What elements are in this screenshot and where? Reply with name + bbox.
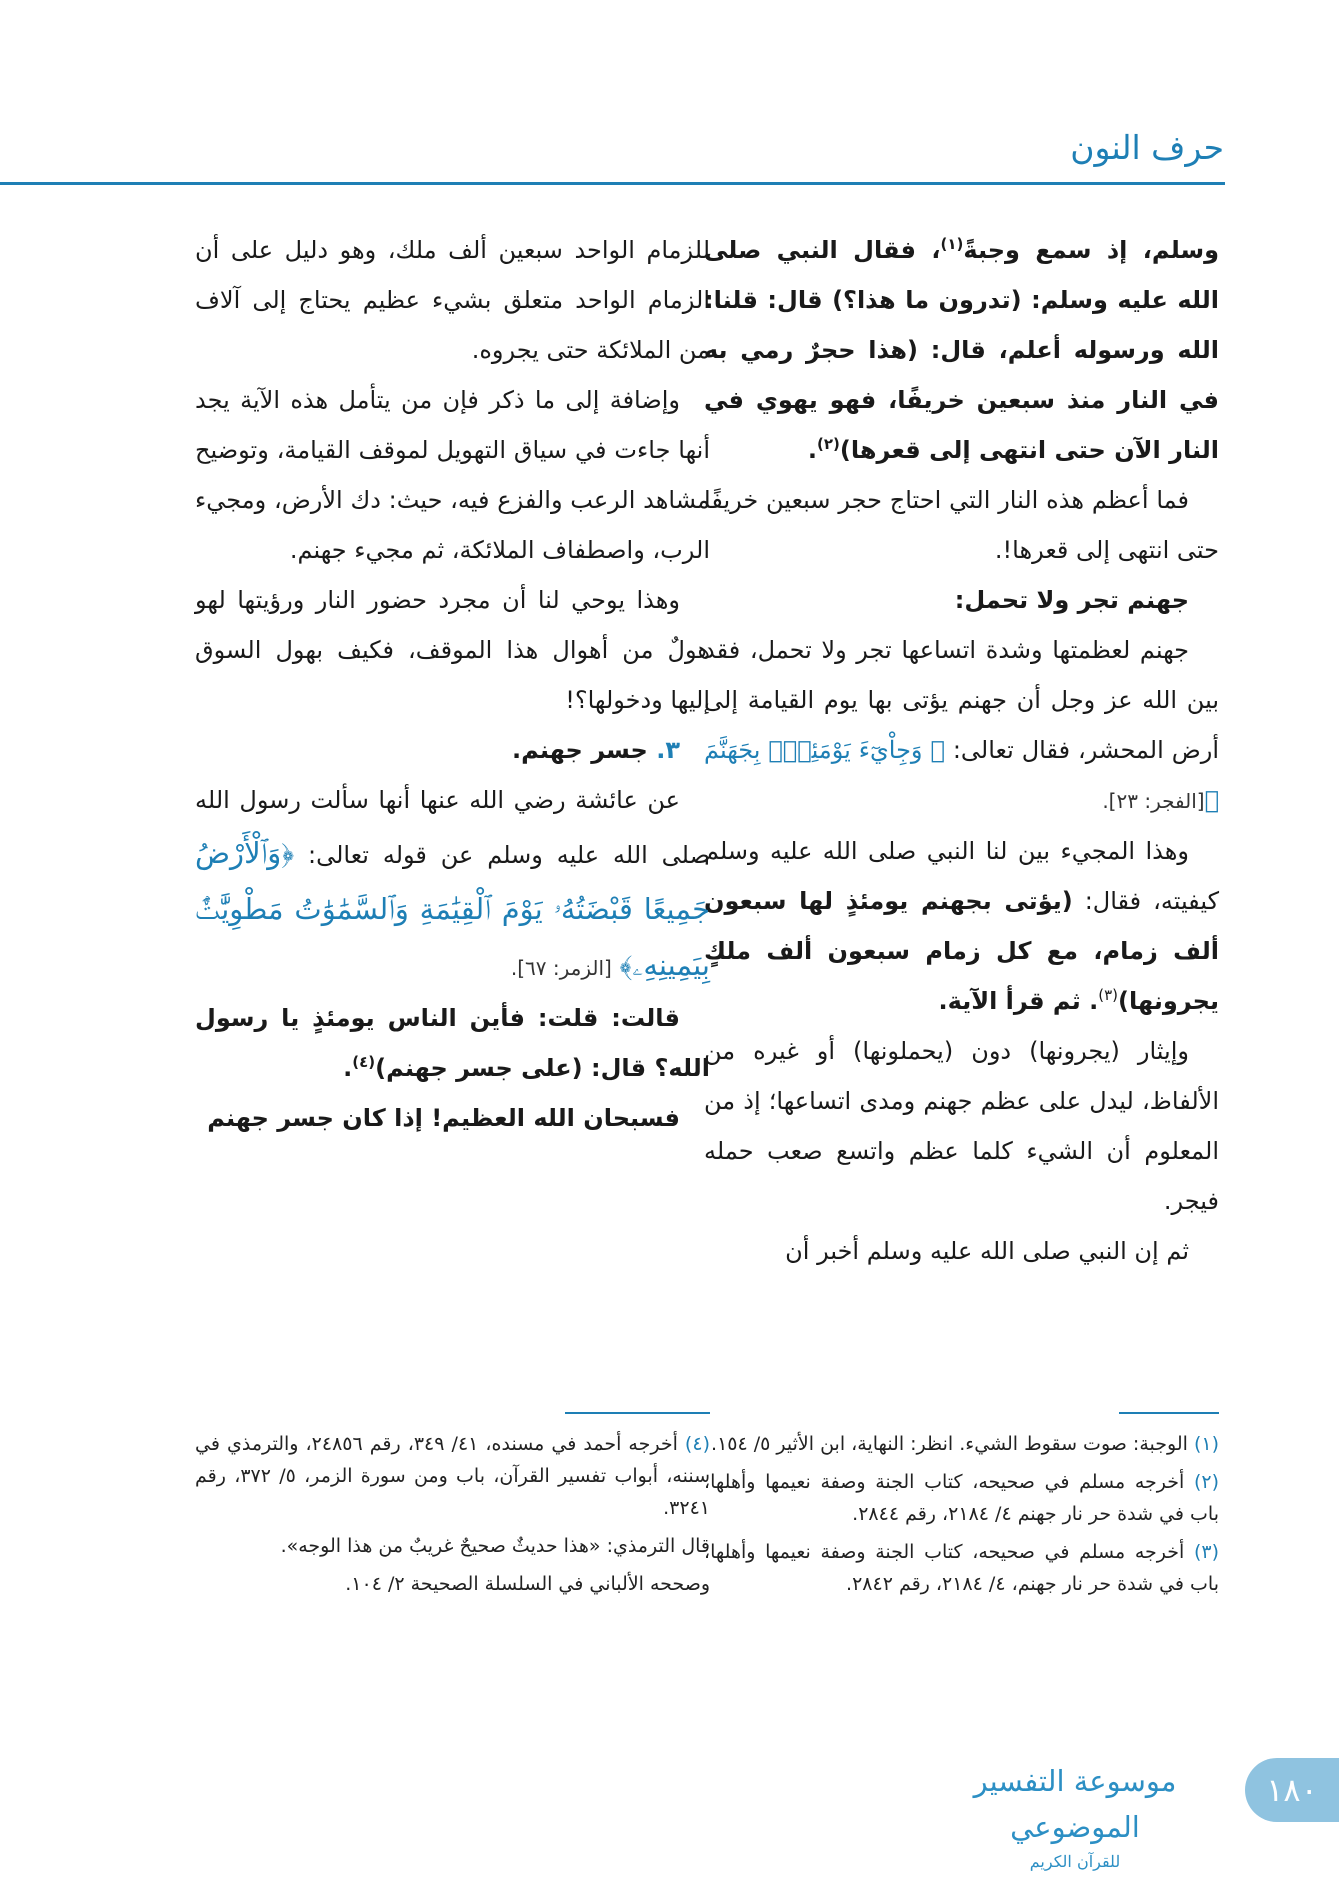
logo-title: موسوعة التفسير الموضوعي — [973, 1764, 1177, 1844]
paragraph: وإيثار (يجرونها) دون (يحملونها) أو غيره من الألفاظ، ليدل على عظم جهنم ومدى اتساعها؛ إذ من المعلوم أن الشيء كلما عظم واتسع صعب حمله فيجر. — [704, 1037, 1219, 1215]
page-number: ١٨٠ — [1245, 1758, 1339, 1822]
paragraph — [704, 625, 1219, 826]
paragraph: للزمام الواحد سبعين ألف ملك، وهو دليل على أن الزمام الواحد متعلق بشيء عظيم يحتاج إلى آلاف من الملائكة حتى يجروه. — [195, 236, 710, 364]
right-column — [704, 225, 1219, 1276]
left-column — [195, 225, 710, 1143]
footnote-text: الوجبة: صوت سقوط الشيء. انظر: النهاية، ابن الأثير ٥/ ١٥٤. — [711, 1433, 1188, 1455]
paragraph: ثم إن النبي صلى الله عليه وسلم أخبر أن — [785, 1237, 1189, 1265]
paragraph — [704, 225, 1219, 475]
footnote-text: وصححه الألباني في السلسلة الصحيحة ٢/ ١٠٤. — [345, 1573, 710, 1595]
footnote-text: أخرجه أحمد في مسنده، ٤١/ ٣٤٩، رقم ٢٤٨٥٦، والترمذي في سننه، أبواب تفسير القرآن، باب ومن سورة الزمر، ٥/ ٣٧٢، رقم ٣٢٤١. — [195, 1433, 711, 1519]
text: قالت: قلت: فأين الناس يومئذٍ يا رسول الله؟ قال: (على جسر جهنم) — [195, 1004, 710, 1082]
text: وهذا المجيء بين لنا النبي صلى الله عليه وسلم كيفيته، فقال: — [704, 837, 1219, 915]
footnote-ref[interactable]: (٣) — [1098, 986, 1118, 1004]
text: . — [807, 436, 818, 464]
footnote — [704, 1536, 1219, 1600]
footnote-number: (٢) — [1193, 1471, 1219, 1493]
paragraph — [704, 826, 1219, 1026]
paragraph — [195, 993, 710, 1093]
footnote-ref[interactable]: (١) — [940, 235, 964, 253]
text: ، فقال النبي صلى الله عليه وسلم: (تدرون ما هذا؟) قال: قلنا: الله ورسوله أعلم، قال: (هذا حجرٌ رمي به في النار منذ سبعين خريفًا، فهو يهوي في النار الآن حتى انتهى إلى قعرها) — [704, 236, 1219, 464]
quran-verse: ﴿ وَجِاْيٓءَ يَوْمَئِذٍۭ بِجَهَنَّمَ ﴾ — [704, 736, 1219, 814]
footnote — [195, 1530, 710, 1562]
text: وسلم، إذ سمع وجبةً — [963, 236, 1220, 264]
text: . ثم قرأ الآية. — [938, 987, 1099, 1015]
logo-subtitle: للقرآن الكريم — [1029, 1852, 1121, 1871]
text: . — [343, 1054, 353, 1082]
footnote — [704, 1466, 1219, 1530]
footnote-ref[interactable]: (٢) — [817, 435, 840, 453]
chapter-title: حرف النون — [1070, 128, 1224, 167]
footnote-ref[interactable]: (٤) — [352, 1053, 376, 1071]
text: جهنم لعظمتها وشدة اتساعها تجر ولا تحمل، فقد بين الله عز وجل أن جهنم يؤتى بها يوم القيامة إلى أرض المحشر، فقال تعالى: — [704, 636, 1220, 764]
encyclopedia-logo — [930, 1758, 1220, 1871]
section-number: ٣. — [656, 736, 680, 764]
footnote-divider — [1119, 1412, 1219, 1414]
paragraph — [195, 775, 710, 993]
footnote — [195, 1428, 710, 1524]
verse-reference: [الزمر: ٦٧]. — [510, 956, 612, 980]
footnote-number: (٣) — [1193, 1541, 1219, 1563]
footnote-divider — [565, 1412, 710, 1414]
section-title: جسر جهنم. — [511, 736, 648, 764]
header-rule — [0, 182, 1225, 185]
footnote-number: (٤) — [684, 1433, 710, 1455]
footnote — [704, 1428, 1219, 1460]
footnote — [195, 1568, 710, 1600]
paragraph: فسبحان الله العظيم! إذا كان جسر جهنم — [207, 1104, 680, 1132]
quran-verse: ﴿وَٱلْأَرْضُ جَمِيعًا قَبْضَتُهُۥ يَوْمَ ٱلْقِيَٰمَةِ وَٱلسَّمَٰوَٰتُ مَطْوِيَّٰتٌۢ بِيَمِينِهِۦ﴾ — [195, 836, 710, 982]
text: عن عائشة رضي الله عنها أنها سألت رسول الله صلى الله عليه وسلم عن قوله تعالى: — [195, 786, 710, 869]
footnotes-right — [704, 1428, 1219, 1606]
paragraph: وإضافة إلى ما ذكر فإن من يتأمل هذه الآية يجد أنها جاءت في سياق التهويل لموقف القيامة، وتوضيح مشاهد الرعب والفزع فيه، حيث: دك الأرض، ومجيء الرب، واصطفاف الملائكة، ثم مجيء جهنم. — [195, 386, 710, 564]
footnotes-left — [195, 1428, 710, 1606]
footnote-number: (١) — [1193, 1433, 1219, 1455]
footnote-text: أخرجه مسلم في صحيحه، كتاب الجنة وصفة نعيمها وأهلها، باب في شدة حر نار جهنم ٤/ ٢١٨٤، رقم ٢٨٤٤. — [704, 1471, 1219, 1525]
paragraph: فما أعظم هذه النار التي احتاج حجر سبعين خريفًا حتى انتهى إلى قعرها!. — [704, 486, 1219, 564]
verse-reference: [الفجر: ٢٣]. — [1102, 789, 1205, 813]
hadith-quote: (يؤتى بجهنم يومئذٍ لها سبعون ألف زمام، مع كل زمام سبعون ألف ملكٍ يجرونها) — [704, 887, 1219, 1015]
footnote-text: قال الترمذي: «هذا حديثٌ صحيحٌ غريبٌ من هذا الوجه». — [280, 1535, 710, 1557]
paragraph: وهذا يوحي لنا أن مجرد حضور النار ورؤيتها لهو هولٌ من أهوال هذا الموقف، فكيف بهول السوق إليها ودخولها؟! — [195, 586, 710, 714]
section-heading: جهنم تجر ولا تحمل: — [954, 586, 1189, 614]
section-heading — [195, 725, 710, 775]
footnote-text: أخرجه مسلم في صحيحه، كتاب الجنة وصفة نعيمها وأهلها، باب في شدة حر نار جهنم، ٤/ ٢١٨٤، رقم ٢٨٤٢. — [704, 1541, 1219, 1595]
